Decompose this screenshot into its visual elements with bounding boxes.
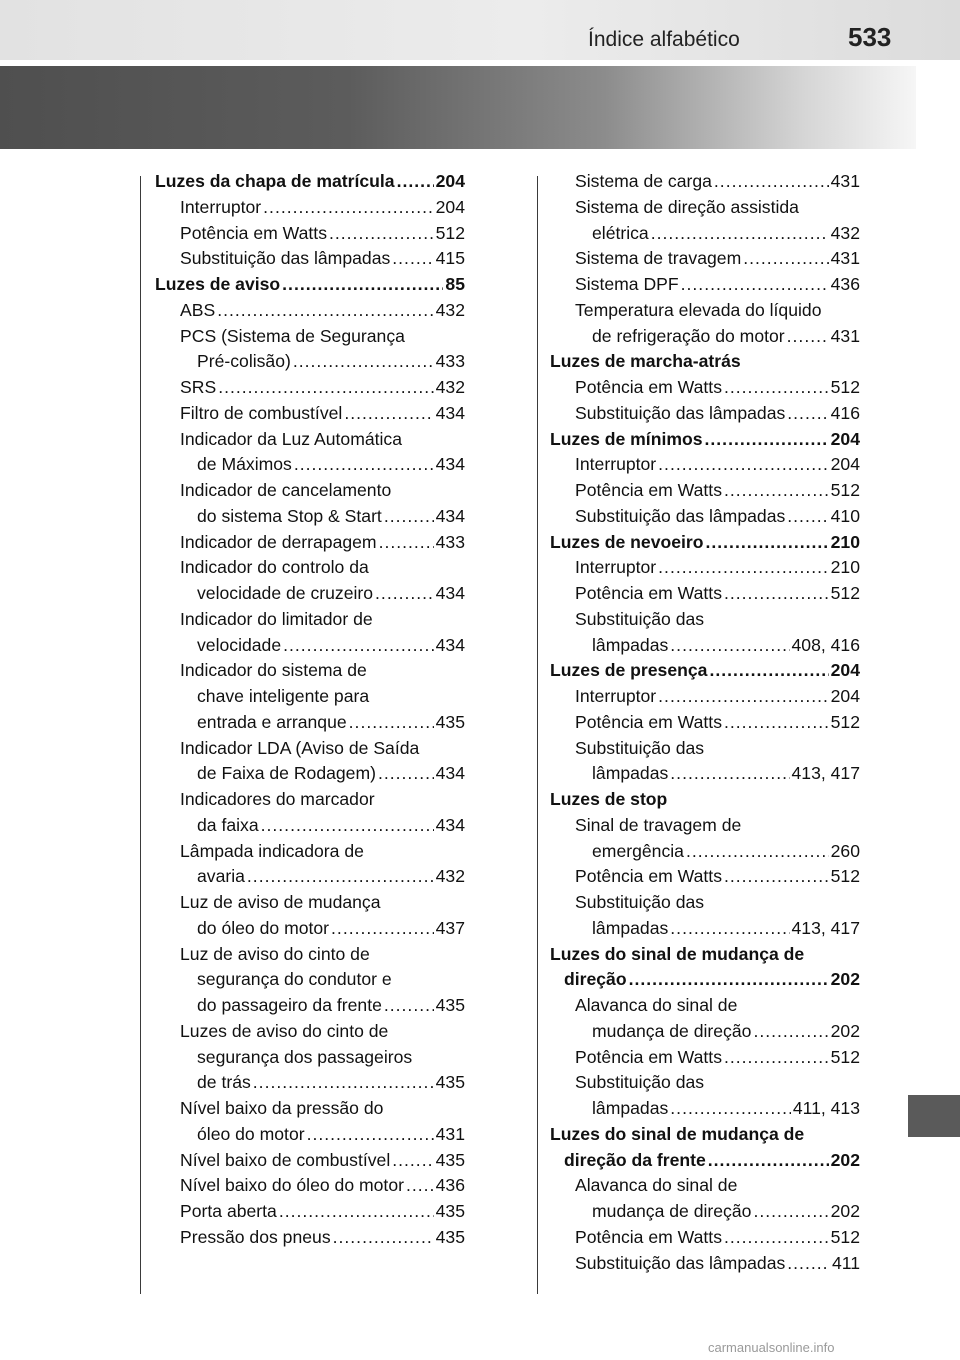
dot-leader — [217, 298, 433, 324]
entry-text: Sistema de direção assistida — [575, 196, 799, 217]
index-sub-entry — [155, 890, 465, 916]
index-sub-entry — [155, 1199, 465, 1225]
dot-leader — [714, 169, 829, 195]
dot-leader — [724, 1045, 829, 1071]
index-sub-entry — [155, 710, 465, 736]
entry-text: Potência em Watts — [575, 1046, 722, 1067]
entry-page-ref: 434 — [435, 763, 465, 784]
entry-text: do sistema Stop & Start — [197, 505, 382, 526]
index-heading-entry — [550, 1122, 860, 1148]
entry-text: Sistema DPF — [575, 274, 679, 294]
entry-text: Temperatura elevada do líquido — [575, 299, 822, 320]
dot-leader — [670, 1096, 791, 1122]
index-sub-entry — [155, 478, 465, 504]
entry-text: Luz de aviso de mudança — [180, 892, 381, 912]
entry-page-ref: 433 — [435, 351, 465, 372]
entry-text: Sistema de carga — [575, 171, 712, 191]
index-column-right — [550, 169, 860, 1276]
dot-leader — [670, 633, 789, 659]
entry-page-ref: 434 — [435, 402, 465, 423]
index-sub-entry — [550, 684, 860, 710]
index-sub-entry — [155, 916, 465, 942]
entry-page-ref: 202 — [830, 1020, 860, 1041]
entry-page-ref: 435 — [435, 1201, 465, 1221]
index-sub-entry — [155, 375, 465, 401]
entry-text: óleo do motor — [197, 1123, 305, 1144]
entry-text: Pré-colisão) — [197, 351, 291, 372]
entry-text: Luzes do sinal de mudança de — [550, 1123, 805, 1144]
entry-page-ref: 204 — [435, 196, 465, 217]
dot-leader — [787, 324, 829, 350]
entry-text: lâmpadas — [592, 763, 669, 784]
dot-leader — [378, 761, 434, 787]
entry-text: Indicador do sistema de — [180, 660, 367, 681]
entry-text: Luz de aviso do cinto de — [180, 943, 370, 964]
dot-leader — [261, 813, 434, 839]
header-bar — [0, 0, 960, 60]
dot-leader — [658, 555, 828, 581]
index-sub-entry — [550, 710, 860, 736]
entry-page-ref: 512 — [830, 377, 860, 397]
dot-leader — [282, 272, 443, 298]
dot-leader — [329, 221, 434, 247]
index-sub-entry — [155, 1045, 465, 1071]
entry-page-ref: 204 — [830, 428, 860, 449]
entry-text: chave inteligente para — [197, 686, 370, 706]
entry-text: Potência em Watts — [575, 377, 722, 397]
entry-page-ref: 411 — [831, 1252, 860, 1273]
entry-text: Substituição das lâmpadas — [575, 402, 786, 423]
dot-leader — [670, 916, 789, 942]
entry-page-ref: 202 — [830, 1149, 860, 1170]
entry-text: Potência em Watts — [575, 866, 722, 887]
entry-text: Potência em Watts — [575, 711, 722, 732]
index-sub-entry — [550, 195, 860, 221]
index-sub-entry — [155, 942, 465, 968]
dot-leader — [263, 195, 433, 221]
dot-leader — [753, 1199, 828, 1225]
index-sub-entry — [155, 967, 465, 993]
entry-text: PCS (Sistema de Segurança — [180, 325, 405, 346]
index-sub-entry — [550, 993, 860, 1019]
index-sub-entry — [155, 864, 465, 890]
entry-text: Interruptor — [180, 196, 262, 217]
index-heading-entry — [550, 1148, 860, 1174]
entry-text: entrada e arranque — [197, 711, 347, 732]
index-heading-entry — [550, 787, 860, 813]
index-sub-entry — [155, 1096, 465, 1122]
entry-page-ref: 434 — [435, 814, 465, 835]
index-heading-entry — [550, 942, 860, 968]
entry-text: Luzes de aviso — [155, 274, 281, 294]
entry-page-ref: 512 — [830, 480, 860, 500]
index-heading-entry — [550, 967, 860, 993]
entry-text: Substituição das — [575, 608, 705, 629]
entry-page-ref: 204 — [830, 686, 860, 706]
watermark: carmanualsonline.info — [708, 1340, 835, 1355]
index-sub-entry — [155, 761, 465, 787]
entry-text: velocidade — [197, 634, 282, 655]
dot-leader — [753, 1019, 828, 1045]
entry-page-ref: 435 — [435, 1149, 465, 1170]
index-sub-entry — [155, 658, 465, 684]
dot-leader — [629, 967, 829, 993]
entry-page-ref: 413, 417 — [791, 763, 860, 784]
entry-text: Nível baixo de combustível — [180, 1149, 391, 1170]
entry-text: Substituição das lâmpadas — [575, 505, 786, 526]
section-title: Índice alfabético — [588, 28, 740, 51]
dot-leader — [724, 375, 829, 401]
entry-page-ref: 431 — [830, 248, 860, 269]
index-sub-entry — [550, 246, 860, 272]
index-column-left — [155, 169, 465, 1251]
entry-text: Luzes de stop — [550, 789, 668, 809]
entry-page-ref: 204 — [830, 660, 860, 681]
entry-page-ref: 432 — [435, 866, 465, 887]
entry-page-ref: 415 — [435, 248, 465, 269]
index-sub-entry — [155, 1122, 465, 1148]
entry-page-ref: 410 — [830, 505, 860, 526]
entry-text: do passageiro da frente — [197, 995, 382, 1015]
index-sub-entry — [155, 452, 465, 478]
index-sub-entry — [155, 195, 465, 221]
index-sub-entry — [155, 324, 465, 350]
entry-page-ref: 434 — [435, 583, 465, 603]
index-sub-entry — [550, 272, 860, 298]
index-sub-entry — [155, 839, 465, 865]
entry-page-ref: 436 — [435, 1175, 465, 1196]
dot-leader — [279, 1199, 434, 1225]
index-sub-entry — [550, 452, 860, 478]
entry-page-ref: 435 — [435, 1226, 465, 1247]
entry-text: Luzes de marcha-atrás — [550, 351, 741, 372]
index-heading-entry — [550, 349, 860, 375]
dot-leader — [670, 761, 789, 787]
dot-leader — [392, 1148, 433, 1174]
entry-text: segurança do condutor e — [197, 969, 392, 990]
index-sub-entry — [155, 1070, 465, 1096]
index-heading-entry — [155, 169, 465, 195]
index-sub-entry — [550, 839, 860, 865]
index-sub-entry — [155, 813, 465, 839]
dot-leader — [392, 246, 433, 272]
index-sub-entry — [550, 581, 860, 607]
index-sub-entry — [155, 633, 465, 659]
dot-leader — [724, 1225, 829, 1251]
entry-text: Indicador da Luz Automática — [180, 428, 403, 449]
entry-text: de Faixa de Rodagem) — [197, 763, 376, 784]
entry-text: Nível baixo do óleo do motor — [180, 1175, 404, 1196]
index-sub-entry — [550, 221, 860, 247]
entry-page-ref: 413, 417 — [791, 917, 860, 938]
dot-leader — [681, 272, 829, 298]
entry-text: Interruptor — [575, 686, 657, 706]
page-number: 533 — [848, 22, 892, 52]
dot-leader — [333, 1225, 434, 1251]
dot-leader — [294, 452, 434, 478]
entry-text: de Máximos — [197, 454, 292, 475]
index-sub-entry — [550, 478, 860, 504]
dot-leader — [651, 221, 829, 247]
dot-leader — [724, 478, 829, 504]
index-sub-entry — [155, 427, 465, 453]
entry-page-ref: 210 — [830, 557, 860, 578]
chapter-tab — [908, 1095, 960, 1137]
entry-text: Luzes do sinal de mudança de — [550, 943, 805, 964]
entry-page-ref: 408, 416 — [791, 634, 860, 655]
entry-page-ref: 435 — [435, 1072, 465, 1093]
index-sub-entry — [155, 504, 465, 530]
index-sub-entry — [550, 736, 860, 762]
index-sub-entry — [155, 581, 465, 607]
dot-leader — [384, 504, 434, 530]
entry-text: Potência em Watts — [575, 583, 722, 603]
entry-text: Indicadores do marcador — [180, 789, 375, 809]
entry-page-ref: 433 — [435, 531, 465, 552]
index-sub-entry — [550, 169, 860, 195]
index-sub-entry — [155, 555, 465, 581]
index-sub-entry — [155, 349, 465, 375]
entry-text: ABS — [180, 299, 216, 320]
entry-page-ref: 436 — [830, 274, 860, 294]
index-heading-entry — [550, 658, 860, 684]
entry-page-ref: 512 — [435, 222, 465, 243]
index-sub-entry — [550, 1070, 860, 1096]
entry-text: Luzes de presença — [550, 660, 708, 681]
entry-text: segurança dos passageiros — [197, 1046, 413, 1067]
index-sub-entry — [550, 1199, 860, 1225]
entry-text: Luzes de nevoeiro — [550, 531, 704, 552]
entry-page-ref: 431 — [830, 171, 860, 191]
entry-text: de refrigeração do motor — [592, 325, 785, 346]
dot-leader — [247, 864, 434, 890]
index-sub-entry — [550, 298, 860, 324]
dot-leader — [331, 916, 434, 942]
entry-page-ref: 435 — [435, 711, 465, 732]
entry-text: direção — [564, 969, 627, 990]
index-sub-entry — [550, 890, 860, 916]
dot-leader — [406, 1173, 434, 1199]
entry-text: emergência — [592, 840, 684, 861]
dot-leader — [253, 1070, 434, 1096]
dot-leader — [724, 581, 829, 607]
entry-page-ref: 416 — [830, 402, 860, 423]
entry-text: Substituição das lâmpadas — [180, 248, 391, 269]
entry-text: Indicador LDA (Aviso de Saída — [180, 737, 420, 758]
index-sub-entry — [550, 324, 860, 350]
dot-leader — [349, 710, 434, 736]
entry-page-ref: 512 — [830, 583, 860, 603]
dot-leader — [307, 1122, 434, 1148]
entry-text: direção da frente — [564, 1149, 706, 1170]
dot-leader — [706, 530, 829, 556]
entry-page-ref: 260 — [830, 840, 860, 861]
entry-text: Nível baixo da pressão do — [180, 1098, 384, 1118]
index-sub-entry — [550, 555, 860, 581]
entry-page-ref: 512 — [830, 1046, 860, 1067]
dot-leader — [658, 684, 828, 710]
index-sub-entry — [155, 607, 465, 633]
index-sub-entry — [550, 1045, 860, 1071]
index-heading-entry — [550, 530, 860, 556]
entry-text: Porta aberta — [180, 1201, 277, 1221]
index-sub-entry — [155, 1148, 465, 1174]
left-column-rule — [140, 176, 141, 1294]
entry-page-ref: 512 — [830, 711, 860, 732]
dot-leader — [787, 401, 828, 427]
index-sub-entry — [155, 246, 465, 272]
index-sub-entry — [550, 504, 860, 530]
entry-text: mudança de direção — [592, 1020, 752, 1041]
index-sub-entry — [155, 993, 465, 1019]
entry-text: mudança de direção — [592, 1201, 752, 1221]
index-sub-entry — [550, 375, 860, 401]
entry-text: Interruptor — [575, 557, 657, 578]
right-column-rule — [537, 176, 538, 1294]
dot-leader — [658, 452, 828, 478]
index-sub-entry — [550, 1251, 860, 1277]
index-sub-entry — [550, 761, 860, 787]
index-sub-entry — [155, 787, 465, 813]
entry-text: Pressão dos pneus — [180, 1226, 331, 1247]
entry-page-ref: 435 — [435, 995, 465, 1015]
index-sub-entry — [155, 298, 465, 324]
index-sub-entry — [155, 530, 465, 556]
entry-text: Sinal de travagem de — [575, 814, 742, 835]
entry-page-ref: 434 — [435, 454, 465, 475]
entry-text: velocidade de cruzeiro — [197, 583, 374, 603]
dot-leader — [218, 375, 433, 401]
entry-text: Lâmpada indicadora de — [180, 840, 364, 861]
entry-page-ref: 512 — [830, 1226, 860, 1247]
dot-leader — [705, 427, 829, 453]
index-sub-entry — [550, 1225, 860, 1251]
entry-page-ref: 204 — [435, 171, 465, 191]
entry-text: Substituição das — [575, 892, 705, 912]
index-sub-entry — [550, 916, 860, 942]
entry-page-ref: 204 — [830, 454, 860, 475]
index-sub-entry — [155, 221, 465, 247]
section-banner — [0, 66, 916, 149]
dot-leader — [709, 658, 828, 684]
entry-text: SRS — [180, 377, 217, 397]
entry-text: lâmpadas — [592, 917, 669, 938]
entry-text: Indicador do limitador de — [180, 608, 373, 629]
index-sub-entry — [550, 1019, 860, 1045]
index-sub-entry — [155, 1019, 465, 1045]
entry-text: Substituição das lâmpadas — [575, 1252, 786, 1273]
entry-page-ref: 432 — [830, 222, 860, 243]
index-heading-entry — [550, 427, 860, 453]
dot-leader — [724, 710, 829, 736]
entry-text: lâmpadas — [592, 1098, 669, 1118]
entry-page-ref: 437 — [435, 917, 465, 938]
entry-text: avaria — [197, 866, 245, 887]
dot-leader — [283, 633, 434, 659]
index-sub-entry — [155, 401, 465, 427]
index-sub-entry — [155, 1173, 465, 1199]
index-sub-entry — [155, 684, 465, 710]
entry-text: Substituição das — [575, 737, 705, 758]
entry-text: elétrica — [592, 222, 649, 243]
entry-page-ref: 411, 413 — [792, 1098, 860, 1118]
entry-text: Indicador de derrapagem — [180, 531, 377, 552]
entry-text: Luzes da chapa de matrícula — [155, 171, 395, 191]
entry-page-ref: 210 — [830, 531, 860, 552]
entry-page-ref: 85 — [445, 274, 465, 294]
index-sub-entry — [550, 633, 860, 659]
entry-page-ref: 432 — [435, 299, 465, 320]
entry-page-ref: 432 — [435, 377, 465, 397]
index-sub-entry — [155, 1225, 465, 1251]
entry-text: Alavanca do sinal de — [575, 1175, 738, 1196]
index-sub-entry — [550, 864, 860, 890]
dot-leader — [384, 993, 434, 1019]
dot-leader — [379, 530, 434, 556]
dot-leader — [397, 169, 434, 195]
entry-page-ref: 202 — [830, 969, 860, 990]
entry-text: Luzes de mínimos — [550, 428, 703, 449]
dot-leader — [293, 349, 434, 375]
entry-text: de trás — [197, 1072, 251, 1093]
index-sub-entry — [550, 813, 860, 839]
entry-text: Sistema de travagem — [575, 248, 742, 269]
index-sub-entry — [155, 736, 465, 762]
entry-page-ref: 202 — [830, 1201, 860, 1221]
entry-text: Filtro de combustível — [180, 402, 343, 423]
entry-text: Luzes de aviso do cinto de — [180, 1020, 389, 1041]
entry-text: lâmpadas — [592, 634, 669, 655]
dot-leader — [708, 1148, 829, 1174]
entry-page-ref: 431 — [830, 325, 860, 346]
dot-leader — [375, 581, 434, 607]
entry-page-ref: 434 — [435, 634, 465, 655]
dot-leader — [787, 504, 828, 530]
entry-text: Potência em Watts — [180, 222, 327, 243]
dot-leader — [724, 864, 829, 890]
entry-text: da faixa — [197, 814, 259, 835]
entry-text: Potência em Watts — [575, 480, 722, 500]
entry-text: Indicador do controlo da — [180, 557, 369, 578]
entry-page-ref: 512 — [830, 866, 860, 887]
entry-text: do óleo do motor — [197, 917, 330, 938]
index-sub-entry — [550, 401, 860, 427]
index-sub-entry — [550, 1173, 860, 1199]
entry-page-ref: 434 — [435, 505, 465, 526]
dot-leader — [743, 246, 828, 272]
entry-text: Alavanca do sinal de — [575, 995, 738, 1015]
index-sub-entry — [550, 607, 860, 633]
entry-text: Indicador de cancelamento — [180, 480, 392, 500]
entry-text: Interruptor — [575, 454, 657, 475]
index-sub-entry — [550, 1096, 860, 1122]
dot-leader — [686, 839, 829, 865]
index-heading-entry — [155, 272, 465, 298]
entry-text: Substituição das — [575, 1072, 705, 1093]
dot-leader — [787, 1251, 830, 1277]
dot-leader — [344, 401, 433, 427]
entry-text: Potência em Watts — [575, 1226, 722, 1247]
entry-page-ref: 431 — [435, 1123, 465, 1144]
